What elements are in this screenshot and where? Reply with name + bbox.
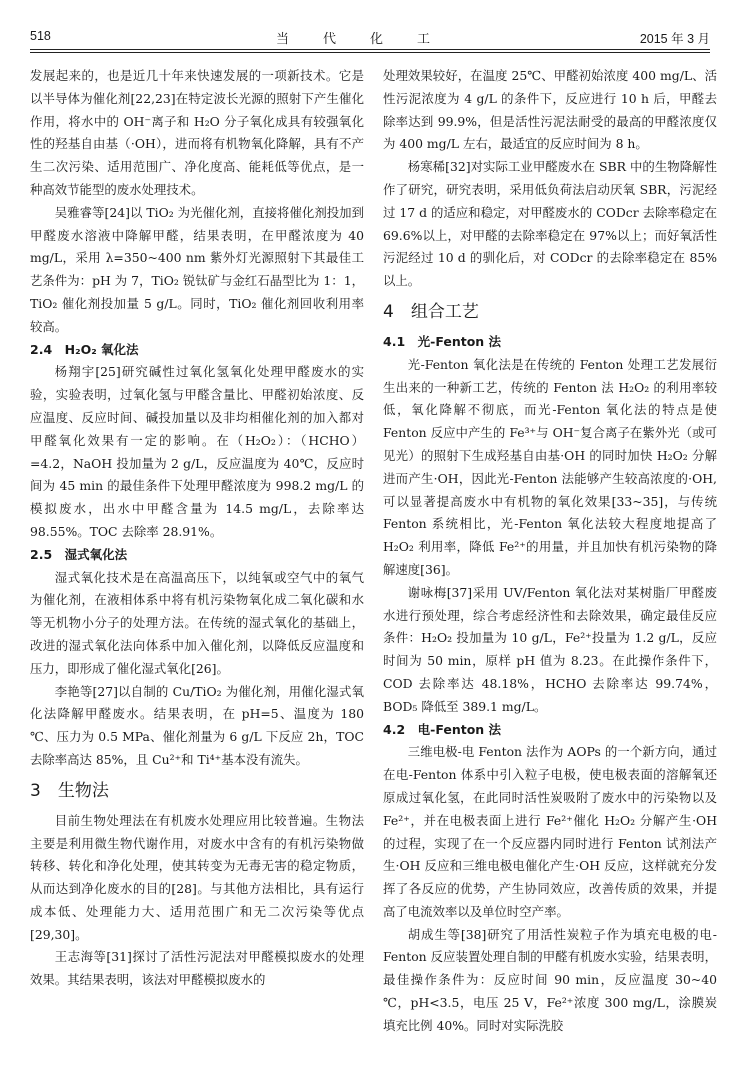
left-column xyxy=(30,65,364,992)
issue-date: 2015 年 3 月 xyxy=(639,32,710,46)
section-heading-2-4: 2.4 H₂O₂ 氧化法 xyxy=(30,341,139,357)
paragraph-yang-sbr: 杨寒稀[32]对实际工业甲醛废水在 SBR 中的生物降解性作了研究，研究表明，采用低负荷法启动厌氧 SBR，污泥经过 17 d 的适应和稳定，对甲醛废水的 CODcr 去除率稳定在 69.6%以上，对甲醛的去除率稳定在 97%以上；而好氧活性污泥经过 10 d 的驯化后，对 CODcr 的去除率稳定在 85%以上。 xyxy=(383,159,717,289)
section-heading-3: 3 生物法 xyxy=(30,780,109,801)
header-rule-top xyxy=(30,49,710,50)
page-number: 518 xyxy=(30,29,51,43)
section-heading-2-5: 2.5 湿式氧化法 xyxy=(30,546,128,562)
paragraph-biological: 目前生物处理法在有机废水处理应用比较普遍。生物法主要是利用微生物代谢作用，对废水中含有的有机污染物做转移、转化和净化处理，使其转变为无毒无害的稳定物质，从而达到净化废水的目的[28]。与其他方法相比，具有运行成本低、处理能力大、适用范围广和无二次污染等优点[29,30]。 xyxy=(30,812,364,942)
paragraph-wang: 王志海等[31]探讨了活性污泥法对甲醛模拟废水的处理效果。其结果表明，该法对甲醛模拟废水的 xyxy=(30,949,364,988)
journal-name: 当代化工 xyxy=(275,32,464,47)
right-column xyxy=(383,65,717,1038)
paragraph-wet-oxidation: 湿式氧化技术是在高温高压下，以纯氧或空气中的氧气为催化剂，在液相体系中将有机污染物氧化成二氧化碳和水等无机物小分子的处理方法。在传统的湿式氧化的基础上，改进的湿式氧化法向体系中加入催化剂，以降低反应温度和压力，即形成了催化湿式氧化[26]。 xyxy=(30,569,364,676)
paragraph-li: 李艳等[27]以自制的 Cu/TiO₂ 为催化剂，用催化湿式氧化法降解甲醛废水。结果表明，在 pH=5、温度为 180 ℃、压力为 0.5 MPa、催化剂量为 6 g/L 下反应 2h，TOC 去除率高达 85%，且 Cu²⁺和 Ti⁴⁺基本没有流失。 xyxy=(30,683,364,767)
paragraph-yang: 杨翔宇[25]研究碱性过氧化氢氧化处理甲醛废水的实验，实验表明，过氧化氢与甲醛含量比、甲醛初始浓度、反应温度、反应时间、碱投加量以及非均相催化剂的加入都对甲醛氧化效果有一定的影响。在（H₂O₂）：（HCHO）=4.2，NaOH 投加量为 2 g/L，反应温度为 40℃，反应时间为 45 min 的最佳条件下处理甲醛浓度为 998.2 mg/L 的模拟废水，出水中甲醛含量为 14.5 mg/L，去除率达 98.55%。TOC 去除率 28.91%。 xyxy=(30,364,364,539)
paragraph-wang-continued: 处理效果较好，在温度 25℃、甲醛初始浓度 400 mg/L、活性污泥浓度为 4 g/L 的条件下，反应进行 10 h 后，甲醛去除率达到 99.9%，但是活性污泥法耐受的最高的甲醛浓度仅为 400 mg/L 左右，最适宜的反应时间为 8 h。 xyxy=(383,68,717,152)
paragraph-wu: 吴雅睿等[24]以 TiO₂ 为光催化剂，直接将催化剂投加到甲醛废水溶液中降解甲醛，结果表明，在甲醛浓度为 40 mg/L，采用 λ=350~400 nm 紫外灯光源照射下其最佳工艺条件为：pH 为 7，TiO₂ 锐钛矿与金红石晶型比为 1：1，TiO₂ 催化剂投加量 5 g/L。同时，TiO₂ 催化剂回收利用率较高。 xyxy=(30,204,364,334)
paragraph-photocatalysis-intro: 发展起来的，也是近几十年来快速发展的一项新技术。它是以半导体为催化剂[22,23]在特定波长光源的照射下产生催化作用，将水中的 OH⁻离子和 H₂O 分子氧化成具有较强氧化性的羟基自由基（·OH），进而将有机物氧化降解，具有不产生二次污染、适用范围广、净化度高、能耗低等优点，是一种高效节能型的废水处理技术。 xyxy=(30,68,364,197)
paragraph-xie: 谢咏梅[37]采用 UV/Fenton 氧化法对某树脂厂甲醛废水进行预处理，综合考虑经济性和去除效果，确定最佳反应条件：H₂O₂ 投加量为 10 g/L，Fe²⁺投量为 1.2 g/L，反应时间为 50 min，原样 pH 值为 8.23。在此操作条件下，COD 去除率达 48.18%，HCHO 去除率达 99.74%，BOD₅ 降低至 389.1 mg/L。 xyxy=(383,584,717,714)
paragraph-hu: 胡成生等[38]研究了用活性炭粒子作为填充电极的电-Fenton 反应装置处理自制的甲醛有机废水实验，结果表明，最佳操作条件为：反应时间 90 min，反应温度 30~40 ℃，pH<3.5，电压 25 V，Fe²⁺浓度 300 mg/L，涂膜炭填充比例 40%。同时对实际洗胶 xyxy=(383,926,717,1033)
page-header xyxy=(30,26,710,48)
header-rule-bottom xyxy=(30,52,710,53)
section-heading-4: 4 组合工艺 xyxy=(383,301,479,322)
paragraph-electro-fenton: 三维电极-电 Fenton 法作为 AOPs 的一个新方向，通过在电-Fenton 体系中引入粒子电极，使电极表面的溶解氧还原成过氧化氢，在此同时活性炭吸附了废水中的污染物以及 Fe²⁺，并在电极表面上进行 Fe²⁺催化 H₂O₂ 分解产生·OH 的过程，实现了在一个反应器内同时进行 Fenton 试剂法产生·OH 反应和三维电极电催化产生·OH 反应，这样就充分发挥了各反应的优势，产生协同效应，改善传质的效果，并提高了电流效率以及单位时空产率。 xyxy=(383,744,717,919)
section-heading-4-1: 4.1 光-Fenton 法 xyxy=(383,333,502,349)
section-heading-4-2: 4.2 电-Fenton 法 xyxy=(383,721,502,737)
paragraph-photo-fenton: 光-Fenton 氧化法是在传统的 Fenton 处理工艺发展衍生出来的一种新工艺，传统的 Fenton 法 H₂O₂ 的利用率较低，氧化降解不彻底，而光-Fenton 氧化法的特点是使 Fenton 反应中产生的 Fe³⁺与 OH⁻复合离子在紫外光（或可见光）的照射下生成羟基自由基·OH 的同时加快 H₂O₂ 分解进而产生·OH，因此光-Fenton 法能够产生较高浓度的·OH,可以显著提高废水中有机物的氧化效果[33~35]，与传统 Fenton 系统相比，光-Fenton 氧化法较大程度地提高了 H₂O₂ 利用率，降低 Fe²⁺的用量，并且加快有机污染物的降解速度[36]。 xyxy=(383,356,717,577)
